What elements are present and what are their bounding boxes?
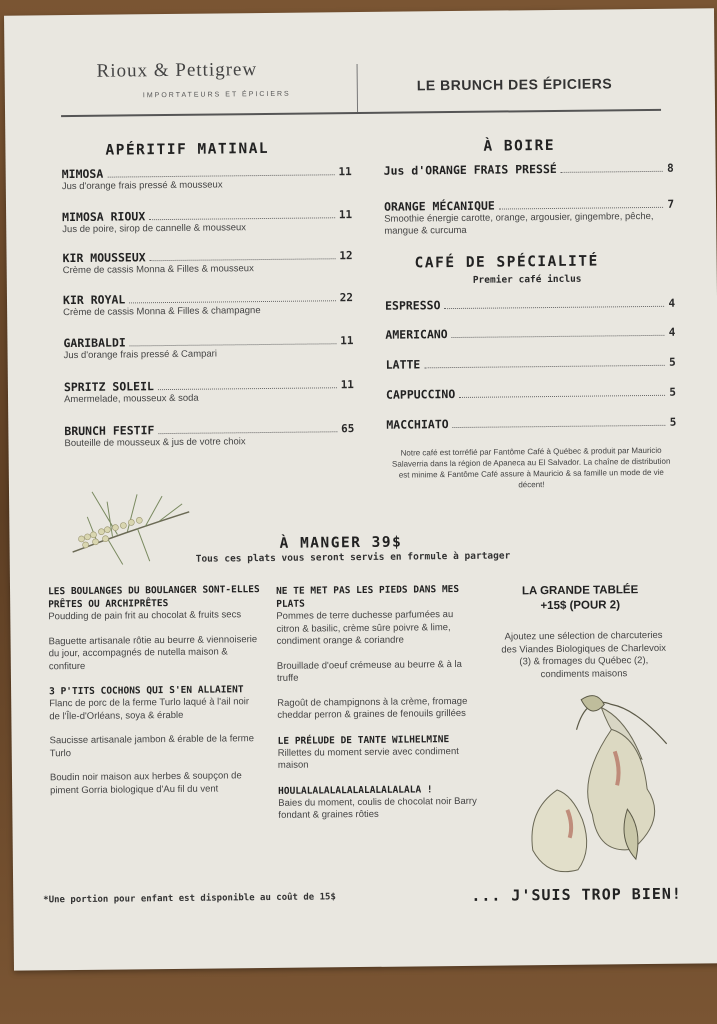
dish-desc: Saucisse artisanale jambon & érable de la ferme Turlo [49, 733, 255, 759]
item-price: 12 [339, 249, 353, 263]
item-name: LATTE [385, 357, 421, 372]
item-desc: Jus d'orange frais pressé & Campari [63, 348, 217, 362]
item-name: AMERICANO [385, 327, 448, 342]
item-price: 11 [338, 165, 352, 179]
dish-desc: Ragoût de champignons à la crème, fromage cheddar perron & graines de fenouils grillées [277, 695, 468, 721]
menu-item [62, 207, 352, 236]
dish-desc: Baguette artisanale rôtie au beurre & viennoiserie du jour, accompagnés de nutella maison & confiture [48, 633, 258, 672]
pear-illustration [516, 689, 683, 881]
dish-desc: Pommes de terre duchesse parfumées au citron & basilic, crème sûre poivre & lime, condiment orange & coriandre [276, 609, 454, 647]
dish-title: NE TE MET PAS LES PIEDS DANS MES PLATS [276, 583, 460, 610]
menu-item [385, 296, 675, 313]
brand-logo: Rioux & Pettigrew [96, 59, 258, 82]
item-name: MIMOSA [61, 166, 104, 182]
manger-title: À MANGER 39$ [279, 534, 403, 552]
dish-desc: Brouillade d'oeuf crémeuse au beurre & à la truffe [276, 658, 462, 684]
menu-item [62, 248, 352, 277]
dish-title: LE PRÉLUDE DE TANTE WILHELMINE [277, 733, 450, 747]
item-price: 11 [340, 334, 354, 348]
dish-desc: Boudin noir maison aux herbes & soupçon de piment Gorria biologique d'Au fil du vent [49, 770, 242, 796]
sea-buckthorn-illustration [67, 476, 198, 567]
menu-item [63, 333, 353, 362]
item-name: KIR ROYAL [62, 292, 126, 308]
item-price: 4 [668, 325, 676, 339]
dish-desc: Baies du moment, coulis de chocolat noir Barry fondant & graines rôties [278, 795, 477, 821]
menu-item [62, 164, 352, 193]
menu-item [384, 197, 674, 238]
menu-item [386, 385, 676, 402]
dish-title: HOULALALALALALALALALALALA ! [278, 783, 433, 797]
item-price: 8 [666, 161, 674, 175]
item-name: MACCHIATO [386, 417, 449, 432]
grand-tablee-price: +15$ (POUR 2) [540, 599, 621, 613]
item-name: ORANGE MÉCANIQUE [383, 198, 495, 214]
aperitif-title: APÉRITIF MATINAL [105, 140, 270, 159]
item-desc: Jus d'orange frais pressé & mousseux [61, 179, 223, 193]
coffee-note: Notre café est torréfié par Fantôme Café à Québec & produit par Mauricio Salaverria dans la région de Apaneca au El Salvador. La chaîne de distribution est minime & Fantôme Café assure à Mauricio & sa famille un mode de vie décent! [391, 445, 671, 490]
item-price: 4 [668, 296, 676, 310]
item-name: CAPPUCCINO [385, 387, 456, 402]
item-price: 5 [669, 415, 677, 429]
item-desc: Bouteille de mousseux & jus de votre choix [64, 436, 246, 450]
item-desc: Smoothie énergie carotte, orange, argousier, gingembre, pêche, mangue & curcuma [384, 210, 654, 237]
item-price: 65 [341, 422, 355, 436]
item-desc: Crème de cassis Monna & Filles & mousseux [62, 263, 254, 277]
menu-item [385, 325, 675, 342]
item-price: 7 [667, 197, 675, 211]
tagline: ... J'SUIS TROP BIEN! [471, 884, 683, 905]
menu-item [63, 290, 353, 319]
item-desc: Crème de cassis Monna & Filles & champagne [63, 305, 261, 319]
item-price: 11 [340, 378, 354, 392]
item-name: MIMOSA RIOUX [62, 209, 146, 225]
item-price: 11 [338, 208, 353, 222]
item-price: 5 [669, 385, 677, 399]
item-price: 22 [339, 291, 354, 305]
item-desc: Amermelade, mousseux & soda [63, 392, 199, 406]
cafe-subtitle: Premier café inclus [472, 273, 582, 286]
food-column-2 [276, 583, 478, 823]
grand-tablee-desc: Ajoutez une sélection de charcuteries des Viandes Biologiques de Charlevoix (3) & fromages du Québec (2), condiments maisons [501, 629, 667, 680]
menu-item [64, 377, 354, 406]
dish-desc: Rillettes du moment servie avec condiment maison [277, 745, 459, 771]
menu-item [64, 421, 354, 450]
dish-title: LES BOULANGES DU BOULANGER SONT-ELLES PRÊTES OU ARCHIPRÊTES [47, 584, 260, 611]
dish-desc: Flanc de porc de la ferme Turlo laqué à l'ail noir de l'Île-d'Orléans, soya & érable [49, 696, 250, 722]
food-column-1 [48, 583, 262, 797]
item-name: BRUNCH FESTIF [64, 423, 155, 439]
dish-desc: Poudding de pain frit au chocolat & fruits secs [48, 609, 242, 623]
dish-title: 3 P'TITS COCHONS QUI S'EN ALLAIENT [49, 684, 244, 698]
manger-subtitle: Tous ces plats vous seront servis en formule à partager [195, 550, 511, 565]
boire-title: À BOIRE [483, 137, 556, 155]
menu-item [386, 355, 676, 372]
item-name: KIR MOUSSEUX [62, 250, 146, 266]
item-price: 5 [668, 355, 676, 369]
menu-item [384, 161, 674, 178]
cafe-title: CAFÉ DE SPÉCIALITÉ [414, 253, 599, 272]
item-name: SPRITZ SOLEIL [63, 379, 154, 395]
kids-portion-note: *Une portion pour enfant est disponible au coût de 15$ [43, 892, 336, 906]
item-name: GARIBALDI [63, 335, 126, 351]
item-desc: Jus de poire, sirop de cannelle & mousseux [62, 222, 247, 236]
grand-tablee-heading [500, 583, 660, 615]
brand-subtitle: IMPORTATEURS ET ÉPICIERS [142, 90, 291, 100]
menu-paper [4, 8, 717, 970]
header-rule [61, 109, 661, 117]
menu-title: LE BRUNCH DES ÉPICIERS [416, 75, 613, 94]
grand-tablee-title: LA GRANDE TABLÉE [521, 584, 639, 598]
item-name: ESPRESSO [385, 298, 441, 313]
menu-item [386, 415, 676, 432]
item-name: Jus d'ORANGE FRAIS PRESSÉ [383, 161, 557, 178]
header-divider [357, 64, 359, 112]
